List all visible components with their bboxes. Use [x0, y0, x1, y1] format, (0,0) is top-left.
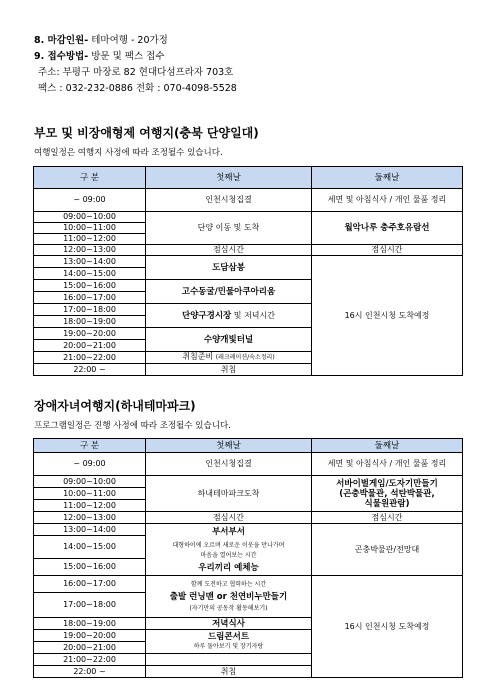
day2-return: 16시 인천시청 도착예정 [312, 576, 463, 678]
day1-lunch: 점심시간 [146, 245, 312, 256]
game-label: 서바이벌게임/도자기만들기 [336, 478, 438, 489]
time-cell: 14:00~15:00 [34, 268, 146, 280]
method-value: 방문 및 팩스 접수 [91, 51, 165, 62]
museum-list: (곤충박물관, 석탄박물관, [339, 488, 435, 499]
section1-schedule-table [33, 166, 463, 376]
time-cell: 22:00 ~ [34, 666, 146, 678]
garden-label: 식물원관람) [364, 498, 410, 509]
time-cell: 19:00~20:00 [34, 328, 146, 340]
time-cell: 12:00~13:00 [34, 245, 146, 256]
time-cell: 16:00~17:00 [34, 576, 146, 593]
program1-desc2: 마음을 열어보는 시간 [200, 551, 257, 559]
header-time: 구 분 [34, 439, 146, 453]
section2-title: 장애자녀여행지(하내테마파크) [34, 399, 196, 413]
day1-program-3 [146, 576, 312, 618]
day2-museum: 곤충박물관/전망대 [312, 524, 463, 576]
day2-return: 16시 인천시청 도착예정 [312, 256, 463, 376]
application-info [34, 33, 237, 97]
header-day1: 첫째날 [146, 167, 312, 189]
time-cell: 17:00~18:00 [34, 304, 146, 316]
day1-empty [146, 654, 312, 666]
time-cell: 21:00~22:00 [34, 352, 146, 364]
day1-meet: 인천시청집결 [146, 189, 312, 212]
table-header-row [34, 439, 463, 453]
day1-activity-a: 도담삼봉 [146, 256, 312, 280]
day2-activity [312, 476, 463, 512]
time-cell: 15:00~16:00 [34, 280, 146, 292]
time-cell: 12:00~13:00 [34, 512, 146, 524]
time-cell: 17:00~18:00 [34, 593, 146, 618]
time-cell: 18:00~19:00 [34, 316, 146, 328]
time-cell: 09:00~10:00 [34, 212, 146, 223]
header-day2: 둘째날 [312, 167, 463, 189]
time-cell: 13:00~14:00 [34, 256, 146, 268]
day2-morning: 세면 및 아침식사 / 개인 물품 정리 [312, 453, 463, 476]
time-cell: 11:00~12:00 [34, 234, 146, 245]
time-cell: 19:00~20:00 [34, 630, 146, 642]
day1-arrive: 하내테마파크도착 [146, 476, 312, 512]
header-day1: 첫째날 [146, 439, 312, 453]
time-cell: 16:00~17:00 [34, 292, 146, 304]
day2-tour: 월악나루 충주호유람선 [312, 212, 463, 245]
method-line [34, 49, 237, 65]
market-label: 단양구경시장 [181, 310, 232, 321]
day1-program-1 [146, 524, 312, 576]
address-line: 주소: 부평구 마장로 82 현대다섬프라자 703호 [38, 67, 234, 78]
day1-concert [146, 630, 312, 654]
program2-title: 우리끼리 예체능 [198, 562, 259, 573]
time-cell: 09:00~10:00 [34, 476, 146, 488]
contact-line: 팩스 : 032-232-0886 전화 : 070-4098-5528 [38, 83, 237, 94]
time-cell: 13:00~14:00 [34, 524, 146, 536]
time-cell: ~ 09:00 [34, 189, 146, 212]
day1-activity-d: 수양개빛터널 [146, 328, 312, 352]
concert-desc: 하루 돌아보기 및 장기자랑 [193, 642, 264, 650]
day1-dinner: 저녁식사 [146, 618, 312, 630]
program1-desc1: 대형하이에 오르며 새로운 이웃을 만나가며 [172, 541, 285, 549]
day1-activity-e [146, 352, 312, 364]
time-cell: 11:00~12:00 [34, 500, 146, 512]
section2-note: 프로그램일정은 진행 사정에 따라 조정될수 있습니다. [34, 421, 231, 431]
program3-desc1: 함께 도전하고 협력하는 시간 [190, 580, 267, 588]
section1-title: 부모 및 비장애형제 여행지(충북 단양일대) [34, 126, 259, 140]
concert-title: 드림콘서트 [207, 631, 250, 642]
time-cell: 14:00~15:00 [34, 536, 146, 559]
time-cell: 20:00~21:00 [34, 642, 146, 654]
time-cell: 15:00~16:00 [34, 559, 146, 576]
day1-activity-b: 고수동굴/민물아쿠아리움 [146, 280, 312, 304]
day2-morning: 세면 및 아침식사 / 개인 물품 정리 [312, 189, 463, 212]
time-cell: 21:00~22:00 [34, 654, 146, 666]
deadline-value: 테마여행 - 20가정 [91, 35, 168, 46]
prepare-label: 취침준비 [182, 352, 214, 361]
day1-sleep: 취침 [146, 364, 312, 376]
day2-lunch: 점심시간 [312, 512, 463, 524]
time-cell: ~ 09:00 [34, 453, 146, 476]
dinner-label: 및 저녁시간 [231, 310, 275, 320]
day1-sleep: 취침 [146, 666, 312, 678]
deadline-line [34, 33, 237, 49]
program3-title: 출발 런닝맨 or 천연비누만들기 [169, 591, 288, 602]
time-cell: 10:00~11:00 [34, 488, 146, 500]
day1-activity-c [146, 304, 312, 328]
time-cell: 20:00~21:00 [34, 340, 146, 352]
section1-note: 여행일정은 여행지 사정에 따라 조정될수 있습니다. [34, 148, 223, 158]
method-label: 9. 접수방법- [34, 51, 89, 62]
program3-desc2: (자기만의 공동작 활동해보기) [189, 604, 268, 612]
program1-title: 부서부서 [212, 526, 245, 537]
time-cell: 10:00~11:00 [34, 223, 146, 234]
deadline-label: 8. 마감인원- [34, 35, 89, 46]
day1-move: 단양 이동 및 도착 [146, 212, 312, 245]
section2-schedule-table [33, 438, 463, 678]
day1-meet: 인천시청집결 [146, 453, 312, 476]
time-cell: 18:00~19:00 [34, 618, 146, 630]
day1-lunch: 점심시간 [146, 512, 312, 524]
time-cell: 22:00 ~ [34, 364, 146, 376]
day2-lunch: 점심시간 [312, 245, 463, 256]
header-day2: 둘째날 [312, 439, 463, 453]
table-header-row [34, 167, 463, 189]
header-time: 구 분 [34, 167, 146, 189]
prepare-detail: (레크레이션/숙소정리) [215, 354, 275, 361]
